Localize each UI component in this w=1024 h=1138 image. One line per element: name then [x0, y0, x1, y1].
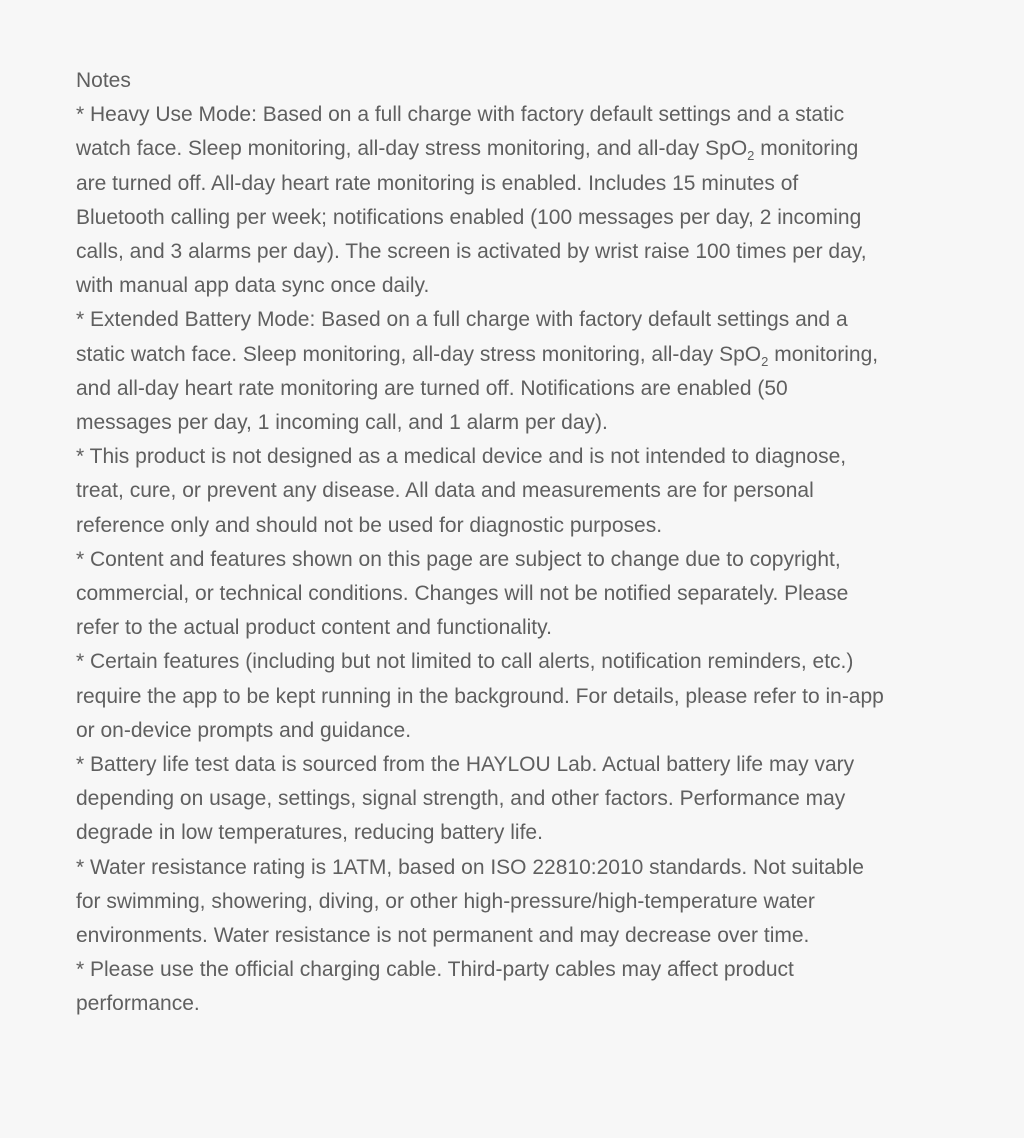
note-line: or on-device prompts and guidance. [76, 718, 412, 742]
note-line: for swimming, showering, diving, or other high-pressure/high-temperature water [76, 889, 815, 913]
note-text: static watch face. Sleep monitoring, all-day stress monitoring, all-day SpO [76, 342, 762, 366]
note-line: * Extended Battery Mode: Based on a full charge with factory default settings and a [76, 308, 848, 332]
note-line: messages per day, 1 incoming call, and 1 alarm per day). [76, 411, 608, 435]
note-text: watch face. Sleep monitoring, all-day stress monitoring, and all-day SpO [76, 137, 748, 161]
note-line: * Water resistance rating is 1ATM, based on ISO 22810:2010 standards. Not suitable [76, 855, 864, 879]
notes-title: Notes [76, 69, 131, 92]
note-line: * Battery life test data is sourced from the HAYLOU Lab. Actual battery life may vary [76, 753, 855, 777]
subscript: 2 [747, 148, 755, 164]
note-line: are turned off. All-day heart rate monitoring is enabled. Includes 15 minutes of [76, 171, 799, 195]
note-text: monitoring, [768, 342, 879, 366]
note-line [76, 338, 976, 372]
note-line: reference only and should not be used for diagnostic purposes. [76, 513, 663, 537]
note-line [76, 132, 976, 166]
note-line: calls, and 3 alarms per day). The screen is activated by wrist raise 100 times per day, [76, 240, 867, 264]
note-line: commercial, or technical conditions. Changes will not be notified separately. Please [76, 582, 849, 606]
note-line: environments. Water resistance is not permanent and may decrease over time. [76, 924, 810, 948]
note-line: and all-day heart rate monitoring are turned off. Notifications are enabled (50 [76, 376, 788, 400]
note-line: * Content and features shown on this page are subject to change due to copyright, [76, 547, 841, 571]
note-line: * Heavy Use Mode: Based on a full charge with factory default settings and a static [76, 103, 845, 127]
note-line: degrade in low temperatures, reducing battery life. [76, 821, 543, 845]
subscript: 2 [761, 353, 769, 369]
note-line: treat, cure, or prevent any disease. All data and measurements are for personal [76, 479, 814, 503]
note-line: depending on usage, settings, signal strength, and other factors. Performance may [76, 787, 846, 811]
note-text: monitoring [754, 137, 859, 161]
note-line: with manual app data sync once daily. [76, 274, 430, 298]
note-line: require the app to be kept running in the background. For details, please refer to in-app [76, 684, 884, 708]
note-line: Bluetooth calling per week; notifications enabled (100 messages per day, 2 incoming [76, 205, 862, 229]
notes-section [76, 64, 976, 1022]
note-line: * Please use the official charging cable. Third-party cables may affect product [76, 958, 794, 982]
note-line: * This product is not designed as a medical device and is not intended to diagnose, [76, 445, 847, 469]
note-line: performance. [76, 992, 200, 1016]
note-line: refer to the actual product content and functionality. [76, 616, 552, 640]
note-line: * Certain features (including but not limited to call alerts, notification reminders, etc.) [76, 650, 854, 674]
